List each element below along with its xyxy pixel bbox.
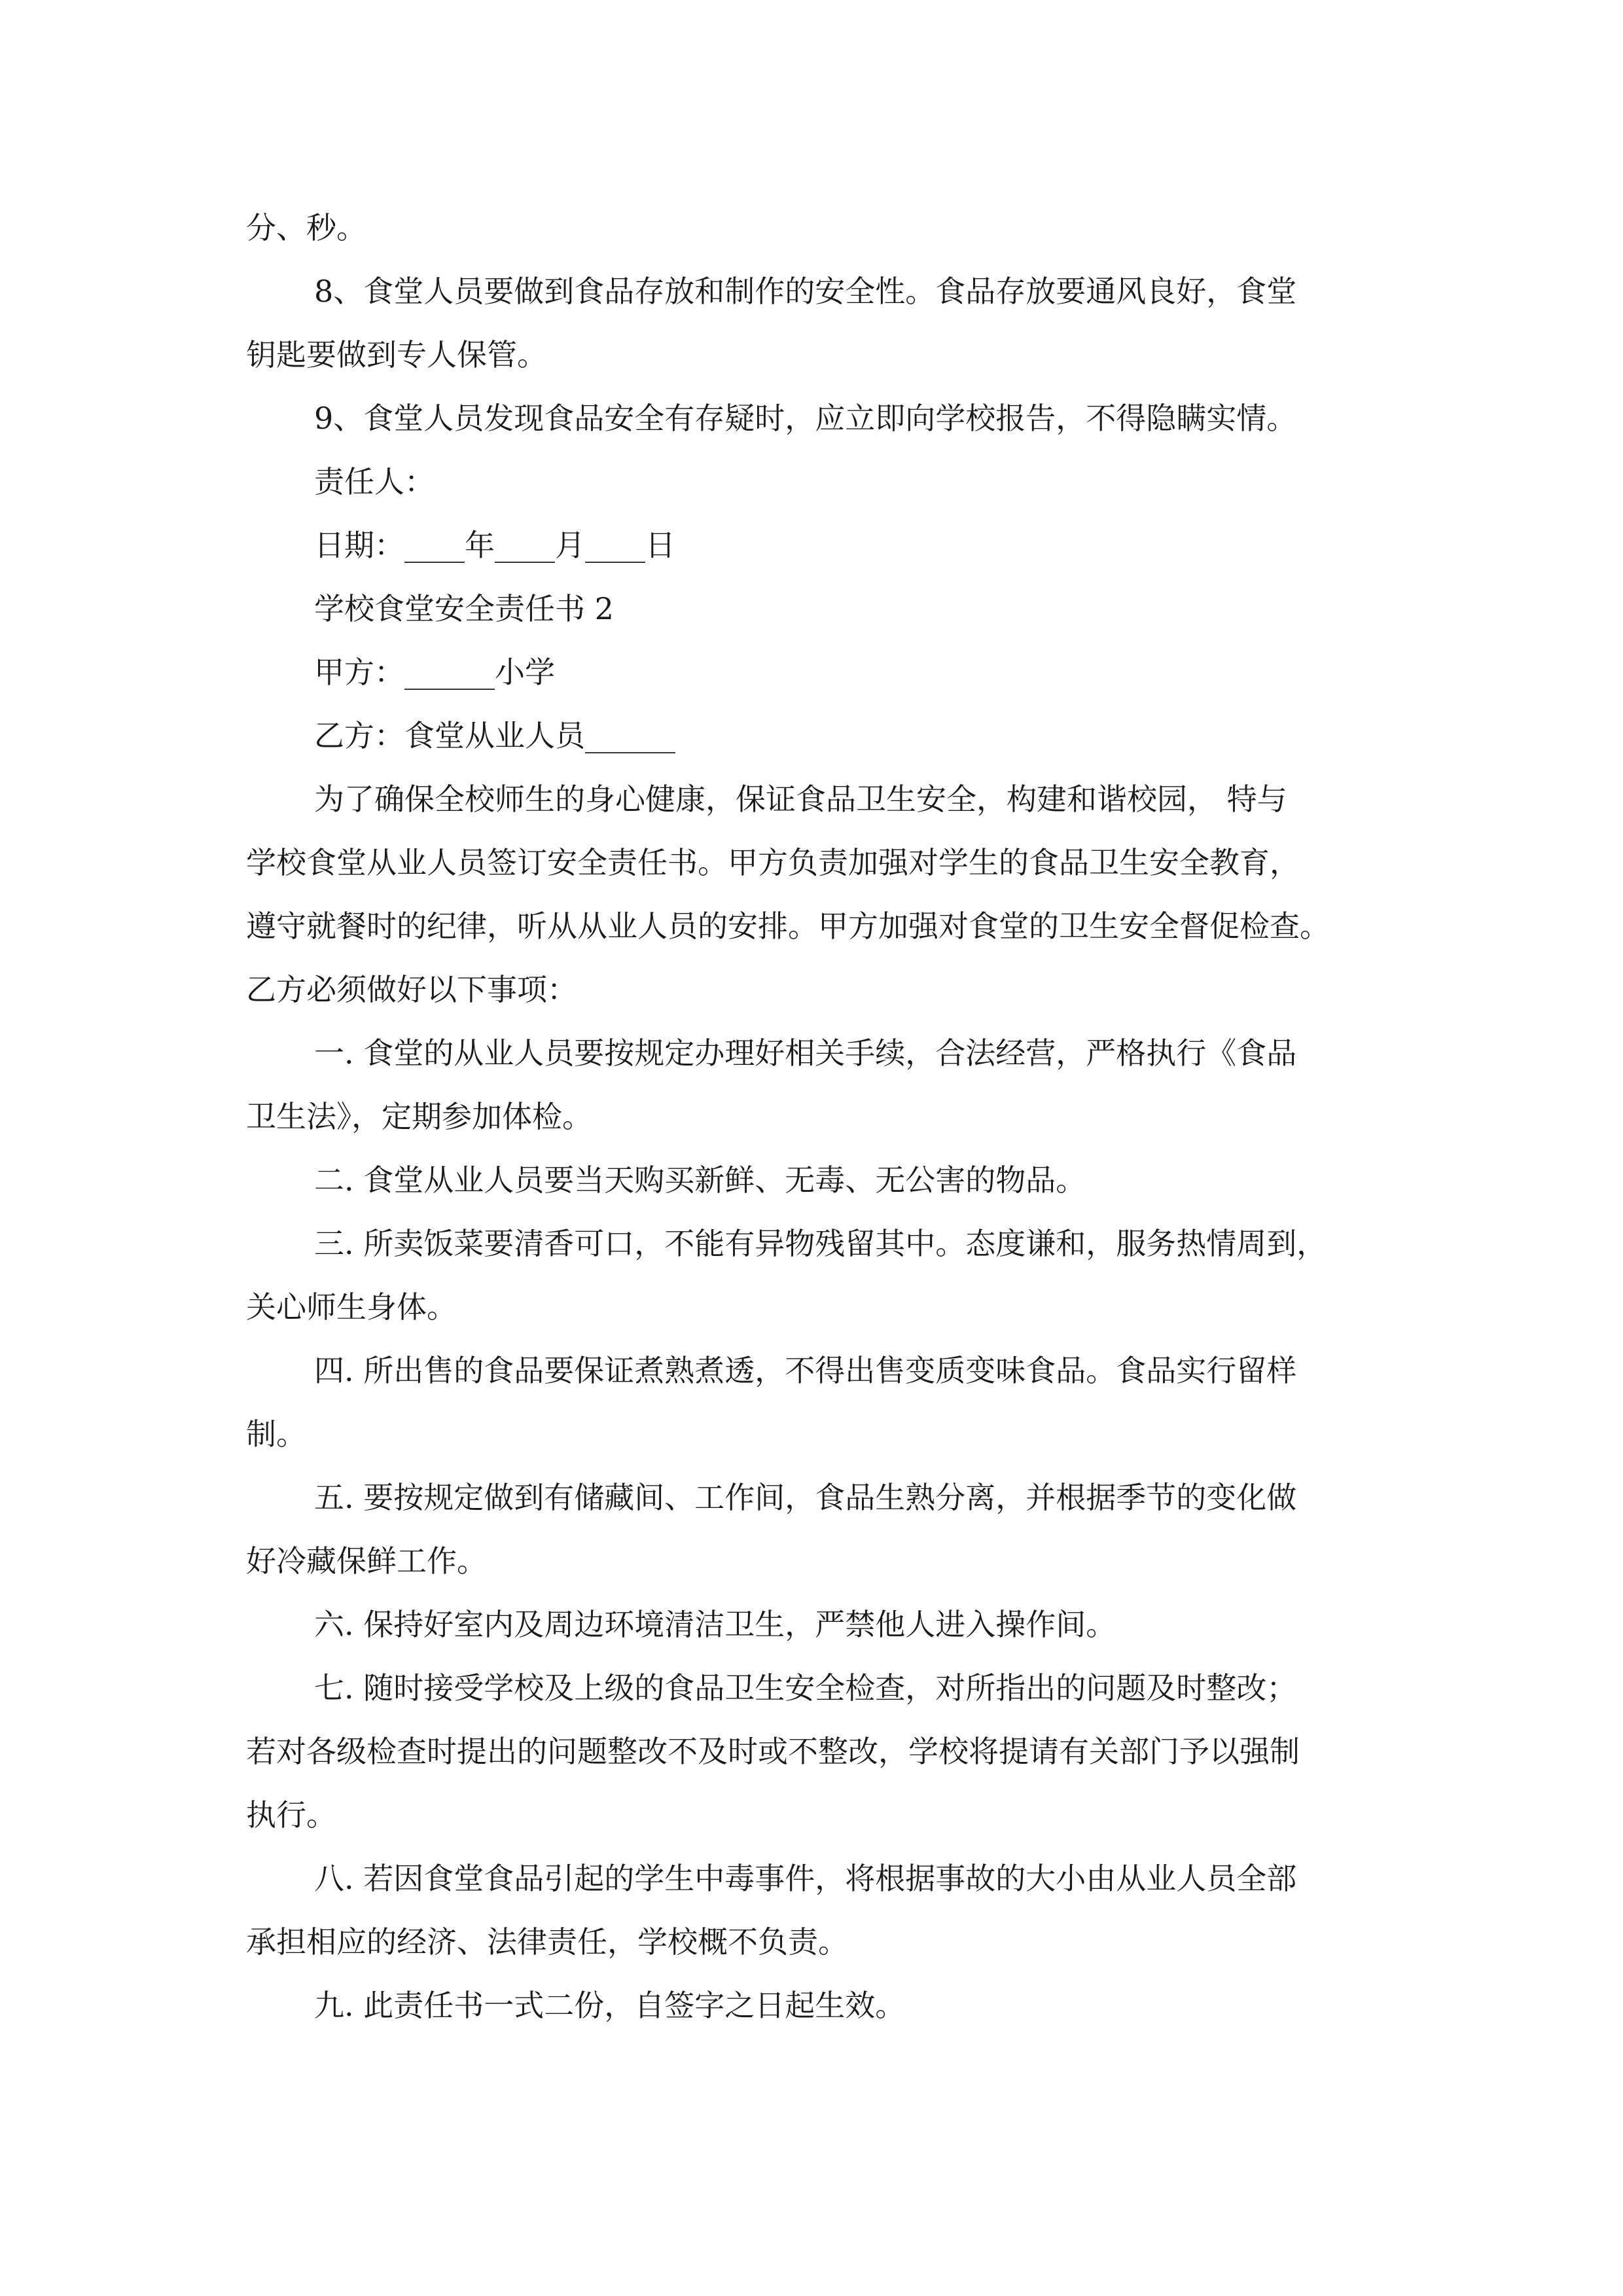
text-line: 钥匙要做到专人保管。 (246, 337, 547, 372)
paragraph (246, 1974, 1385, 2037)
text-line: 若对各级检查时提出的问题整改不及时或不整改，学校将提请有关部门予以强制 (246, 1734, 1300, 1769)
paragraph (246, 514, 1385, 577)
paragraph (246, 387, 1385, 450)
text-line: 九. 此责任书一式二份，自签字之日起生效。 (314, 1988, 906, 2023)
text-line: 日期：____年____月____日 (314, 528, 675, 563)
text-line: 为了确保全校师生的身心健康，保证食品卫生安全，构建和谐校园， 特与 (314, 781, 1287, 817)
paragraph (246, 260, 1385, 387)
paragraph (246, 641, 1385, 704)
text-line: 四. 所出售的食品要保证煮熟煮透，不得出售变质变味食品。食品实行留样 (314, 1353, 1297, 1388)
paragraph (246, 450, 1385, 514)
text-line: 承担相应的经济、法律责任，学校概不负责。 (246, 1924, 848, 1960)
paragraph (246, 196, 1385, 260)
text-line: 好冷藏保鲜工作。 (246, 1543, 487, 1579)
text-line: 关心师生身体。 (246, 1289, 457, 1325)
text-line: 8、食堂人员要做到食品存放和制作的安全性。食品存放要通风良好，食堂 (314, 274, 1297, 309)
text-line: 学校食堂从业人员签订安全责任书。甲方负责加强对学生的食品卫生安全教育， (246, 845, 1300, 880)
paragraph (246, 577, 1385, 641)
paragraph (246, 1212, 1385, 1339)
text-line: 八. 若因食堂食品引起的学生中毒事件，将根据事故的大小由从业人员全部 (314, 1861, 1297, 1896)
text-line: 一. 食堂的从业人员要按规定办理好相关手续，合法经营，严格执行《食品 (314, 1035, 1297, 1071)
text-line: 责任人： (314, 464, 435, 499)
paragraph (246, 1657, 1385, 1847)
text-line: 乙方：食堂从业人员______ (314, 718, 675, 753)
paragraph (246, 1847, 1385, 1974)
text-line: 乙方必须做好以下事项： (246, 972, 577, 1007)
text-line: 五. 要按规定做到有储藏间、工作间，食品生熟分离，并根据季节的变化做 (314, 1480, 1297, 1515)
text-line: 分、秒。 (246, 210, 366, 245)
paragraph (246, 1149, 1385, 1212)
text-line: 二. 食堂从业人员要当天购买新鲜、无毒、无公害的物品。 (314, 1162, 1086, 1198)
text-line: 七. 随时接受学校及上级的食品卫生安全检查，对所指出的问题及时整改； (314, 1670, 1297, 1706)
text-line: 制。 (246, 1416, 306, 1452)
document-body (246, 196, 1385, 2037)
paragraph (246, 1593, 1385, 1657)
paragraph (246, 768, 1385, 1022)
paragraph (246, 1022, 1385, 1149)
text-line: 六. 保持好室内及周边环境清洁卫生，严禁他人进入操作间。 (314, 1607, 1116, 1642)
paragraph (246, 1466, 1385, 1593)
text-line: 卫生法》，定期参加体检。 (246, 1099, 592, 1134)
paragraph (246, 1339, 1385, 1466)
text-line: 遵守就餐时的纪律，听从从业人员的安排。甲方加强对食堂的卫生安全督促检查。 (246, 908, 1330, 944)
text-line: 甲方：______小学 (314, 655, 555, 690)
text-line: 执行。 (246, 1797, 336, 1833)
text-line: 三. 所卖饭菜要清香可口，不能有异物残留其中。态度谦和，服务热情周到， (314, 1226, 1327, 1261)
text-line: 学校食堂安全责任书 2 (314, 591, 614, 626)
paragraph (246, 704, 1385, 768)
text-line: 9、食堂人员发现食品安全有存疑时，应立即向学校报告，不得隐瞒实情。 (314, 401, 1297, 436)
